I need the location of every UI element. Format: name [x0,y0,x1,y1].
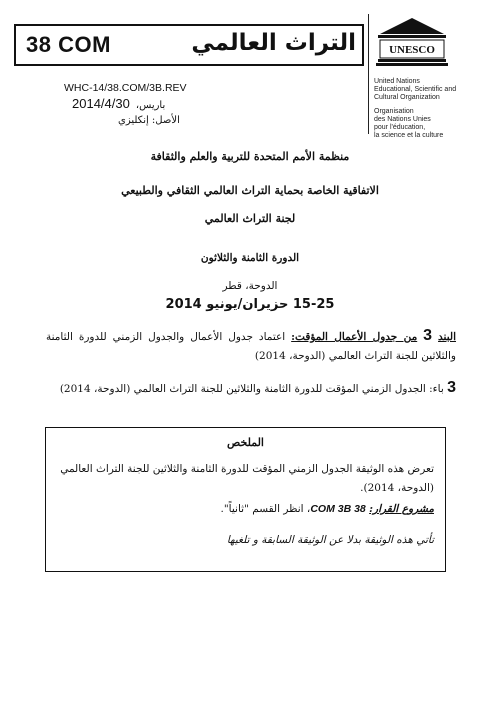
document-reference: WHC-14/38.COM/3B.REV [64,82,187,94]
agenda-item-1 [46,326,456,366]
agenda-item-number: 3 [423,327,433,344]
draft-decision [58,503,434,515]
original-language: الأصل: إنكليزي [118,115,180,126]
dates-heading: 15-25 حزيران/يونيو 2014 [165,297,335,312]
session-code: 38 COM [26,32,111,57]
org-fr-line: Organisation [374,108,414,115]
org-en-line: United Nations [374,78,420,85]
summary-body: تعرض هذه الوثيقة الجدول الزمني المؤقت للدورة الثامنة والثلاثين للجنة التراث العالمي (الدوحة، 2014). [60,463,434,494]
draft-decision-rest: ، انظر القسم "ثانياً". [220,503,311,515]
session-heading: الدورة الثامنة والثلاثون [200,252,300,264]
agenda-item-text: اعتماد جدول الأعمال والجدول الزمني للدورة الثامنة والثلاثين للجنة التراث العالمي (الدوحة، 2014) [46,331,456,362]
org-fr-line: la science et la culture [374,132,444,139]
draft-decision-code: 38 COM 3B [310,503,366,515]
agenda-item-number: 3 [447,379,456,396]
header-title: التراث العالمي [191,30,356,56]
summary-note: تأتي هذه الوثيقة بدلا عن الوثيقة السابقة و تلغيها [226,534,434,546]
org-en-line: Cultural Organization [374,94,440,101]
draft-decision-label: مشروع القرار: [369,503,434,515]
agenda-item-text: باء: الجدول الزمني المؤقت للدورة الثامنة والثلاثين للجنة التراث العالمي (الدوحة، 2014) [59,383,444,395]
logo-divider [368,14,369,134]
unesco-logo-icon [372,14,452,72]
date-line [72,96,165,111]
logo-text: UNESCO [389,44,435,56]
place-heading: الدوحة، قطر [222,280,278,292]
org-fr-line: des Nations Unies [374,116,431,123]
org-names [374,78,484,140]
summary-title: الملخص [227,436,264,449]
committee-heading: لجنة التراث العالمي [204,212,296,225]
agenda-item-mid: من جدول الأعمال المؤقت: [291,331,418,343]
date-label: باريس، [135,100,166,111]
document-date: 2014/4/30 [72,96,130,111]
org-fr-line: pour l'éducation, [374,124,426,131]
agenda-item-prefix: البند [438,331,457,343]
agenda-item-2 [46,378,456,399]
convention-heading: الاتفاقية الخاصة بحماية التراث العالمي الثقافي والطبيعي [121,184,379,197]
org-en-line: Educational, Scientific and [374,86,457,93]
organization-heading: منظمة الأمم المتحدة للتربية والعلم والثقافة [150,150,350,163]
